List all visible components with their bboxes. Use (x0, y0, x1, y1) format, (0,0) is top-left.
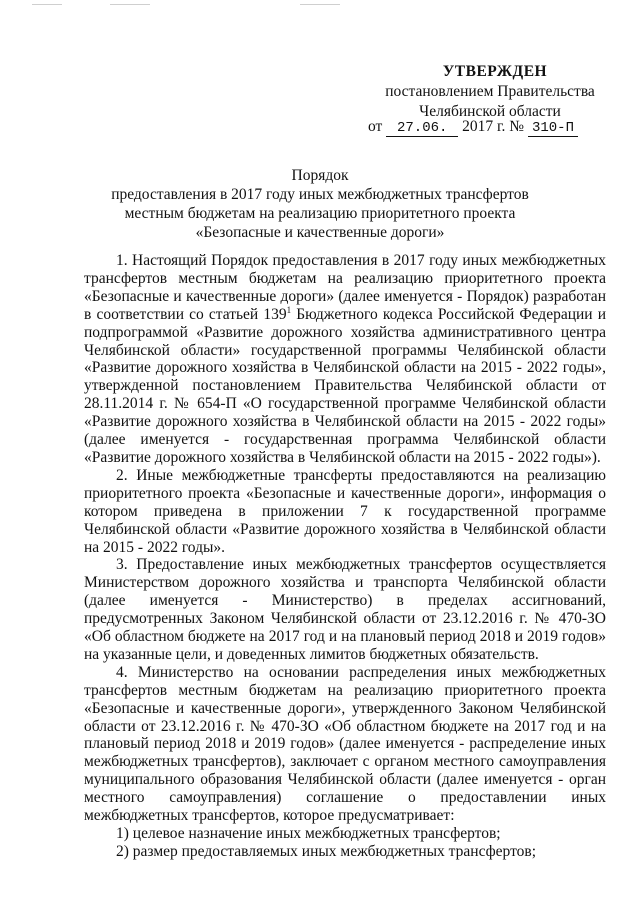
scan-artifact (110, 4, 150, 5)
approval-date (368, 118, 578, 137)
approval-title: УТВЕРЖДЕН (442, 63, 548, 80)
heading-line-2: предоставления в 2017 году иных межбюджетных трансфертов (111, 186, 529, 203)
decree-number: 310-П (528, 120, 578, 137)
document-heading (70, 166, 570, 242)
approval-line-2: Челябинской области (419, 103, 561, 120)
article-superscript: 1 (286, 304, 292, 315)
date-value: 27.06. (386, 120, 458, 137)
paragraph-1-text-b: Бюджетного кодекса Российской Федерации и подпрограммой «Развитие дорожного хозяйства административного центра Челябинской области» государственной программы Челябинской области «Развитие дорожного хозяйства в Челябинской области на 2015 - 2022 годы», утвержденной постановлением Правительства Челябинской области от 28.11.2014 г. № 654-П «О государственной программе Челябинской области «Развитие дорожного хозяйства в Челябинской области на 2015 - 2022 годы» (далее именуется - государственная программа Челябинской области «Развитие дорожного хозяйства в Челябинской области на 2015 - 2022 годы»). (84, 305, 607, 466)
list-item-2: 2) размер предоставляемых иных межбюджетных трансфертов; (116, 842, 537, 860)
approval-line-1: постановлением Правительства (385, 83, 595, 100)
date-year: 2017 г. № (462, 118, 525, 135)
heading-line-4: «Безопасные и качественные дороги» (195, 224, 445, 241)
paragraph-4: 4. Министерство на основании распределения иных межбюджетных трансфертов местным бюджетам на реализацию приоритетного проекта «Безопасные и качественные дороги», утвержденного Законом Челябинской области от 23.12.2016 г. № 470-ЗО «Об областном бюджете на 2017 год и на плановый период 2018 и 2019 годов» (далее именуется - распределение иных межбюджетных трансфертов), заключает с органом местного самоуправления муниципального образования Челябинской области (далее именуется - орган местного самоуправления) соглашение о предоставлении иных межбюджетных трансфертов, которое предусматривает: (84, 663, 606, 825)
document-body (84, 252, 606, 861)
approval-block (360, 62, 600, 122)
scan-artifact (300, 4, 340, 5)
date-prefix: от (368, 118, 383, 135)
paragraph-1 (84, 252, 606, 467)
heading-title: Порядок (291, 167, 349, 184)
heading-line-3: местным бюджетам на реализацию приоритетного проекта (124, 205, 516, 222)
paragraph-1-text-a: 1. Настоящий Порядок предоставления в 2017 году иных межбюджетных трансфертов местным бюджетам на реализацию приоритетного проекта «Безопасные и качественные дороги» (далее именуется - Порядок) разработан в соответствии со статьей 139 (84, 252, 606, 323)
paragraph-2: 2. Иные межбюджетные трансферты предоставляются на реализацию приоритетного проекта «Безопасные и качественные дороги», информация о котором приведена в приложении 7 к государственной программе Челябинской области «Развитие дорожного хозяйства в Челябинской области на 2015 - 2022 годы». (84, 466, 606, 556)
list-item-1: 1) целевое назначение иных межбюджетных трансфертов; (116, 825, 501, 842)
scan-artifact (32, 4, 62, 5)
paragraph-3: 3. Предоставление иных межбюджетных трансфертов осуществляется Министерством дорожного хозяйства и транспорта Челябинской области (далее именуется - Министерство) в пределах ассигнований, предусмотренных Законом Челябинской области от 23.12.2016 г. № 470-ЗО «Об областном бюджете на 2017 год и на плановый период 2018 и 2019 годов» на указанные цели, и доведенных лимитов бюджетных обязательств. (84, 556, 606, 663)
